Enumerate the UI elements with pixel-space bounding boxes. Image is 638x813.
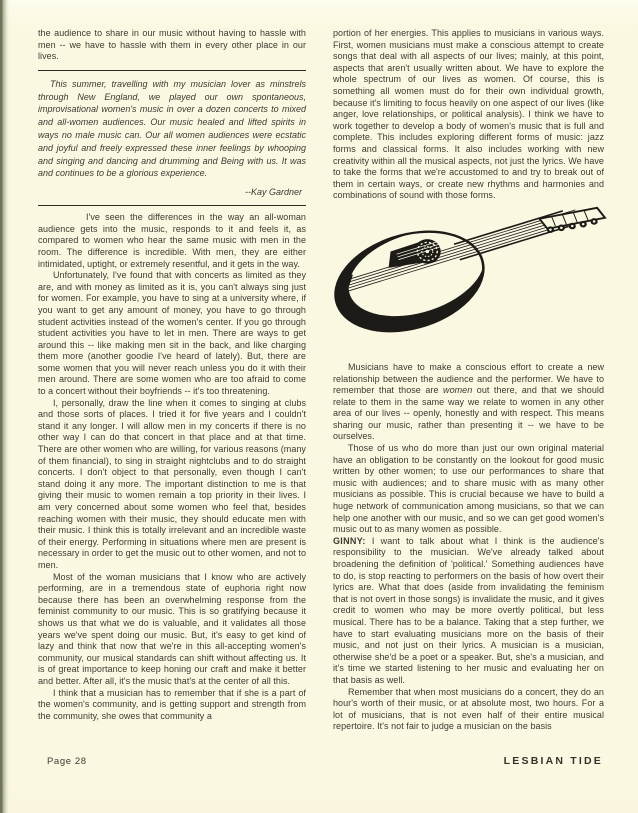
magazine-title: LESBIAN TIDE [503, 755, 603, 767]
paragraph-text: I want to talk about what I think is the audience's responsibility to the musician. We've already talked about broadening the definition of 'political.' Something audiences have to do, is stop reacting to performers on the basis of how overt their lyrics are. What that does (aside from invalidating the feminism that is not overt in those songs) is invalidate the music, and it gives credit to women who may be more overtly political, but less musical. There has to be a balance. Taking that a step further, we have to start evaluating musicians more on the basis of their music, and not just on their lyrics. A musician is a musician, otherwise she'd be a poet or a speaker. But, she's a musician, and it's time we started listening to her music and evaluating her on that basis as well. [333, 535, 604, 685]
left-column [38, 28, 306, 722]
right-column [333, 28, 604, 733]
mandolin-illustration [331, 206, 609, 356]
paragraph-continuation: the audience to share in our music without having to hassle with men -- we have to hassle with them in every other place in our lives. [38, 28, 306, 62]
page-binding-edge [0, 0, 9, 813]
speaker-label: GINNY: [333, 535, 366, 546]
paragraph: Unfortunately, I've found that with concerts as limited as they are, and with money as limited as it is, you can't always sing just for women. For example, you have to sing at a university where, if you want to get any amount of money, you have to go through student activities instead of the women's center. If you go through student activities you have to let in men. There are ways to get around this -- like making men sit in the back, and like charging them more (another goodie I've heard of lately). But, there are some women that you will never reach unless you do it with their men around. There are some women who are too afraid to come to a concert without their boyfriends -- it's too threatening. [38, 270, 306, 397]
divider-rule [38, 70, 306, 71]
pull-quote-block [38, 78, 306, 198]
quote-attribution: --Kay Gardner [244, 187, 302, 198]
paragraph: Those of us who do more than just our own original material have an obligation to be constantly on the lookout for good music written by other women; to use our performances to share that music with audiences; and to share music with as many other musicians as possible. This is crucial because we have to build a huge network of communication among musicians, so that we can help one another with our music, and so we can get good women's music out to as many women as possible. [333, 443, 604, 535]
paragraph: I've seen the differences in the way an all-woman audience gets into the music, responds to it and feels it, as compared to women who hear the same music with men in the room. The difference is incredible. With men, they are either intimidated, uptight, or extremely resentful, and it gets in the way. [38, 212, 306, 269]
ginny-paragraph [333, 536, 604, 687]
paragraph: Remember that when most musicians do a concert, they do an hour's worth of their music, or at absolute most, two hours. For a lot of musicians, that is not even half of their entire musical repertoire. It's not fair to judge a musician on the basis [333, 686, 604, 732]
paragraph-text: out there, and that we should relate to them in the same way we relate to women in any other area of our lives -- openly, honestly and with respect. This means sharing our music, rather than presenting it -- we have to be ourselves. [333, 385, 604, 442]
paragraph: I think that a musician has to remember that if she is a part of the women's community, and is getting support and strength from the community, she owes that community a [38, 687, 306, 721]
divider-rule [38, 205, 306, 206]
paragraph [333, 362, 604, 443]
paragraph-continuation: portion of her energies. This applies to musicians in various ways. First, women musicians must make a conscious attempt to create songs that deal with all aspects of our lives; mainly, at this point, aspects that aren't usually written about. We have to explore the whole spectrum of our lives as women. Of course, this is something all women must do for their own individual growth, because it's limiting to focus heavily on one aspect of our lives (like anger, love relationships, or political analysis). I think we have to work together to develop a body of women's music that is full and complete. This includes exploring different forms of music: jazz forms and classical forms. It also includes working with new creativity within all the musical aspects, not just the lyrics. We have to take the forms that we're accustomed to and try to break out of them in certain ways, or create new rhythms and harmonies and combinations of sound with those forms. [333, 28, 604, 201]
quote-text: This summer, travelling with my musician lover as minstrels through New England, we played our own spontaneous, improvisational women's music in over a dozen concerts to mixed and all-women audiences. Our music healed and lifted spirits in ways no male music can. Our all women audiences were ecstatic and joyful and freely expressed these inner feelings by whooping and singing and dancing and drumming and Being with us. It was and continues to be a glorious experience. [38, 78, 306, 179]
paragraph: I, personally, draw the line when it comes to singing at clubs and those sorts of places. I tried it for five years and I couldn't stand it any longer. I will allow men in my concerts if there is no other way I can do that concert in that place and at that time. There are other women who are willing, for various reasons (many of them financial), to sing in straight nightclubs and to do straight concerts. I don't object to that personally, even though I can't stand doing it any more. The important distinction to me is that giving their music to women remain a top priority in their lives. I am very concerned about some women who feel that, besides reaching women with their music, they should educate men with their music. I think this is totally irrelevant and an incredible waste of their energy. Performing in situations where men are present is necessary in order to get the music out to other women, and not to men. [38, 397, 306, 570]
paragraph-text: Musicians have to make a conscious effort to create a new relationship between the audience and the performer. We have to remember that those are [333, 361, 604, 396]
paragraph: Most of the woman musicians that I know who are actively performing, are in a tremendous state of euphoria right now because there has been an overwhelming response from the feminist community to our music. This is so gratifying because it shows us that what we do is valuable, and it validates all those years we've spent doing our music. But, it's easy to get kind of lazy and think that now that we're in this all-accepting women's community, our musical standards can shift without affecting us. It is of great importance to keep honing our craft and make it better and better. After all, it's the music that's at the center of all this. [38, 571, 306, 686]
lute-mandolin-icon [331, 206, 609, 356]
italic-emphasis: women [443, 385, 473, 396]
page-number: Page 28 [47, 756, 87, 767]
